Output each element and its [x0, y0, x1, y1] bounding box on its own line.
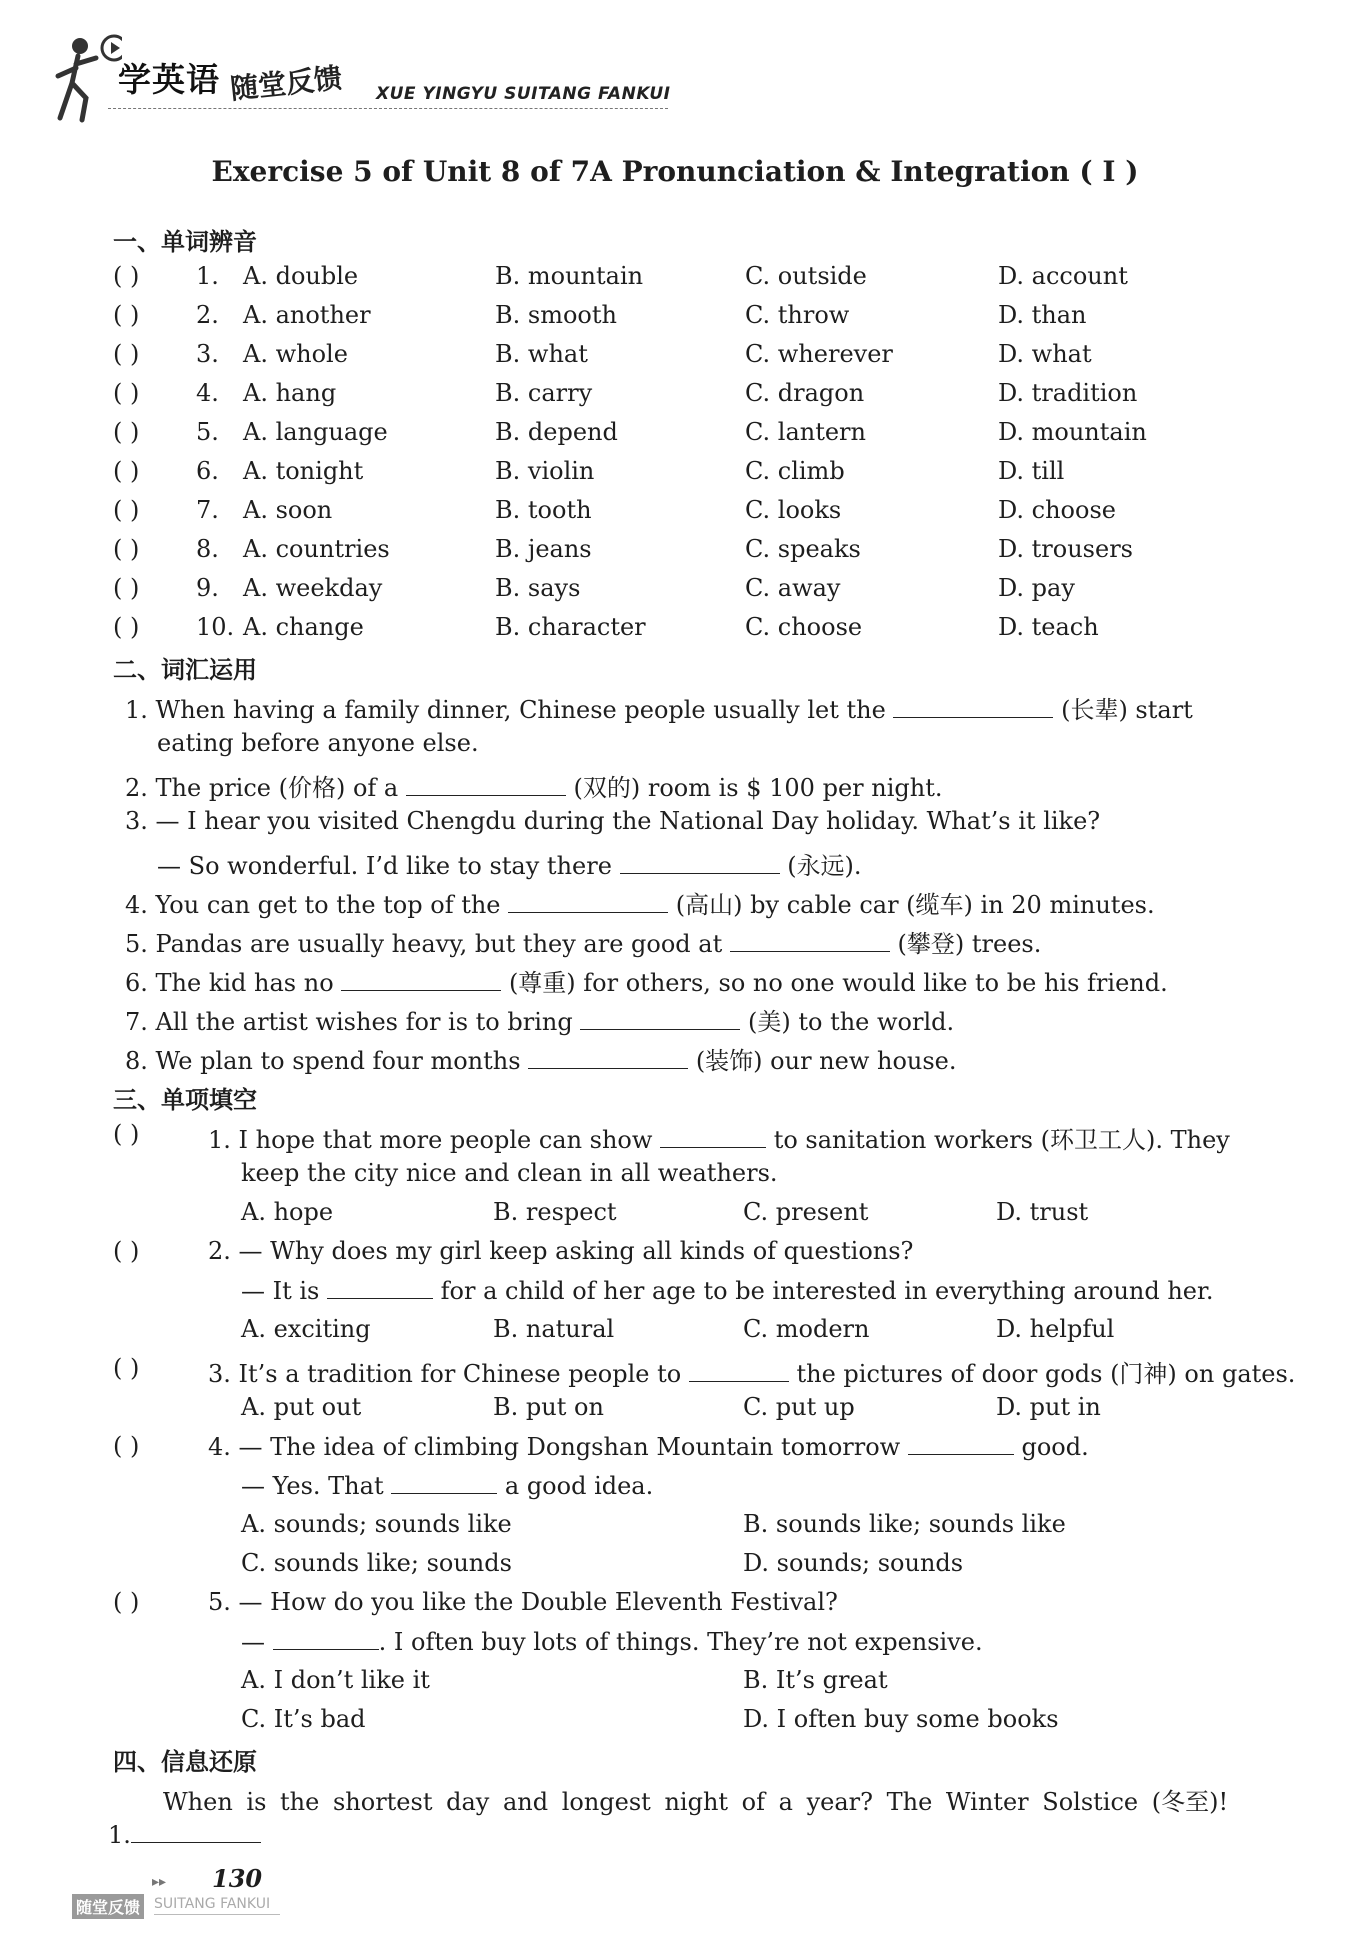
- mc-q3-option-b[interactable]: B. put on: [493, 1393, 604, 1421]
- section-heading-multiple-choice: 三、单项填空: [113, 1086, 257, 1114]
- item-number: 4.: [196, 379, 219, 407]
- mc-q3: 3. It’s a tradition for Chinese people to the pictures of door gods (门神) on gates.: [208, 1360, 1296, 1388]
- answer-blank[interactable]: [689, 1359, 789, 1382]
- option-d[interactable]: D. trousers: [998, 535, 1133, 563]
- mc-q4-option-c[interactable]: C. sounds like; sounds: [241, 1549, 512, 1577]
- vocab-q8: 8. We plan to spend four months (装饰) our new house.: [125, 1047, 957, 1075]
- mc-q2-option-c[interactable]: C. modern: [743, 1315, 870, 1343]
- mc-q5-cont: — . I often buy lots of things. They’re not expensive.: [241, 1628, 983, 1656]
- item-number: 9.: [196, 574, 219, 602]
- mc-q4: 4. — The idea of climbing Dongshan Mountain tomorrow good.: [208, 1433, 1089, 1461]
- info-q1: 1.: [108, 1820, 261, 1849]
- option-d[interactable]: D. what: [998, 340, 1092, 368]
- mc-q2-option-d[interactable]: D. helpful: [996, 1315, 1115, 1343]
- option-b[interactable]: B. character: [495, 613, 646, 641]
- option-a[interactable]: A. countries: [243, 535, 390, 563]
- vocab-q6: 6. The kid has no (尊重) for others, so no one would like to be his friend.: [125, 969, 1168, 997]
- option-a[interactable]: A. double: [243, 262, 359, 290]
- vocab-q1-cont: eating before anyone else.: [157, 729, 479, 757]
- mc-q4-cont: — Yes. That a good idea.: [241, 1472, 654, 1500]
- mc-q3-option-d[interactable]: D. put in: [996, 1393, 1101, 1421]
- logo-pinyin: XUE YINGYU SUITANG FANKUI: [376, 84, 671, 104]
- mc-q1-option-d[interactable]: D. trust: [996, 1198, 1089, 1226]
- item-number: 2.: [196, 301, 219, 329]
- section-heading-vocabulary: 二、词汇运用: [113, 656, 257, 684]
- mc-q4-option-a[interactable]: A. sounds; sounds like: [241, 1510, 512, 1538]
- answer-blank[interactable]: [730, 929, 890, 952]
- mc-q1-option-a[interactable]: A. hope: [241, 1198, 334, 1226]
- option-b[interactable]: B. tooth: [495, 496, 592, 524]
- answer-blank[interactable]: [508, 890, 668, 913]
- page-title: Exercise 5 of Unit 8 of 7A Pronunciation & Integration ( Ⅰ ): [211, 155, 1139, 188]
- footer-label: 随堂反馈: [72, 1894, 144, 1919]
- option-c[interactable]: C. throw: [745, 301, 850, 329]
- footer-pinyin: SUITANG FANKUI: [154, 1896, 271, 1912]
- option-a[interactable]: A. soon: [243, 496, 333, 524]
- option-a[interactable]: A. language: [243, 418, 388, 446]
- mc-q5: 5. — How do you like the Double Eleventh Festival?: [208, 1588, 838, 1616]
- information-passage: When is the shortest day and longest night of a year? The Winter Solstice (冬至)!: [163, 1788, 1229, 1816]
- option-c[interactable]: C. away: [745, 574, 841, 602]
- option-d[interactable]: D. account: [998, 262, 1128, 290]
- logo-chinese-sub: 随堂反馈: [228, 61, 344, 106]
- runner-icon: [52, 28, 122, 128]
- option-c[interactable]: C. looks: [745, 496, 842, 524]
- answer-blank[interactable]: [406, 773, 566, 796]
- option-b[interactable]: B. what: [495, 340, 588, 368]
- answer-blank[interactable]: [528, 1046, 688, 1069]
- vocab-q1: 1. When having a family dinner, Chinese people usually let the (长辈) start: [125, 696, 1193, 724]
- answer-blank[interactable]: [327, 1276, 433, 1299]
- mc-q2: 2. — Why does my girl keep asking all kinds of questions?: [208, 1237, 914, 1265]
- mc-answer-paren[interactable]: ( ): [113, 1237, 140, 1265]
- answer-paren[interactable]: ( ): [113, 262, 140, 290]
- answer-paren[interactable]: ( ): [113, 457, 140, 485]
- mc-q1-option-c[interactable]: C. present: [743, 1198, 869, 1226]
- option-d[interactable]: D. mountain: [998, 418, 1147, 446]
- option-c[interactable]: C. climb: [745, 457, 845, 485]
- pronunciation-item: [0, 496, 1350, 528]
- mc-answer-paren[interactable]: ( ): [113, 1354, 140, 1382]
- answer-blank[interactable]: [908, 1432, 1014, 1455]
- option-b[interactable]: B. depend: [495, 418, 618, 446]
- pronunciation-item: [0, 574, 1350, 606]
- pronunciation-item: [0, 379, 1350, 411]
- mc-q3-option-c[interactable]: C. put up: [743, 1393, 855, 1421]
- mc-q4-option-d[interactable]: D. sounds; sounds: [743, 1549, 964, 1577]
- mc-q5-option-a[interactable]: A. I don’t like it: [241, 1666, 430, 1694]
- pronunciation-item: [0, 418, 1350, 450]
- logo-chinese: 学英语: [118, 60, 220, 99]
- option-c[interactable]: C. wherever: [745, 340, 893, 368]
- option-d[interactable]: D. till: [998, 457, 1065, 485]
- mc-answer-paren[interactable]: ( ): [113, 1120, 140, 1148]
- mc-q2-option-b[interactable]: B. natural: [493, 1315, 615, 1343]
- mc-q5-option-b[interactable]: B. It’s great: [743, 1666, 888, 1694]
- item-number: 3.: [196, 340, 219, 368]
- answer-paren[interactable]: ( ): [113, 613, 140, 641]
- option-c[interactable]: C. dragon: [745, 379, 865, 407]
- option-a[interactable]: A. change: [243, 613, 364, 641]
- option-b[interactable]: B. violin: [495, 457, 595, 485]
- pronunciation-item: [0, 340, 1350, 372]
- option-b[interactable]: B. jeans: [495, 535, 592, 563]
- option-a[interactable]: A. weekday: [243, 574, 383, 602]
- mc-q3-option-a[interactable]: A. put out: [241, 1393, 362, 1421]
- mc-q1-option-b[interactable]: B. respect: [493, 1198, 617, 1226]
- mc-q1-cont: keep the city nice and clean in all weathers.: [241, 1159, 778, 1187]
- option-a[interactable]: A. another: [243, 301, 371, 329]
- answer-blank[interactable]: [341, 968, 501, 991]
- mc-q5-option-d[interactable]: D. I often buy some books: [743, 1705, 1059, 1733]
- vocab-q4: 4. You can get to the top of the (高山) by cable car (缆车) in 20 minutes.: [125, 891, 1155, 919]
- option-a[interactable]: A. whole: [243, 340, 348, 368]
- mc-q2-cont: — It is for a child of her age to be interested in everything around her.: [241, 1277, 1214, 1305]
- answer-paren[interactable]: ( ): [113, 379, 140, 407]
- item-number: 6.: [196, 457, 219, 485]
- option-c[interactable]: C. outside: [745, 262, 867, 290]
- answer-blank[interactable]: [131, 1820, 261, 1843]
- section-heading-pronunciation: 一、单词辨音: [113, 228, 257, 256]
- vocab-q3: 3. — I hear you visited Chengdu during the National Day holiday. What’s it like?: [125, 807, 1101, 835]
- mc-q4-option-b[interactable]: B. sounds like; sounds like: [743, 1510, 1066, 1538]
- option-c[interactable]: C. choose: [745, 613, 863, 641]
- answer-blank[interactable]: [893, 695, 1053, 718]
- page-number: 130: [212, 1864, 263, 1893]
- mc-answer-paren[interactable]: ( ): [113, 1432, 140, 1460]
- option-c[interactable]: C. speaks: [745, 535, 861, 563]
- footer-divider: [154, 1914, 280, 1915]
- option-a[interactable]: A. tonight: [243, 457, 364, 485]
- answer-blank[interactable]: [273, 1627, 379, 1650]
- mc-q2-option-a[interactable]: A. exciting: [241, 1315, 371, 1343]
- answer-blank[interactable]: [391, 1471, 497, 1494]
- answer-paren[interactable]: ( ): [113, 574, 140, 602]
- vocab-q3-answer: — So wonderful. I’d like to stay there (永远).: [157, 852, 862, 880]
- option-a[interactable]: A. hang: [243, 379, 337, 407]
- answer-paren[interactable]: ( ): [113, 535, 140, 563]
- pronunciation-item: [0, 301, 1350, 333]
- answer-blank[interactable]: [620, 851, 780, 874]
- mc-answer-paren[interactable]: ( ): [113, 1588, 140, 1616]
- pronunciation-item: [0, 457, 1350, 489]
- mc-q1: 1. I hope that more people can show to sanitation workers (环卫工人). They: [208, 1126, 1230, 1154]
- section-heading-information: 四、信息还原: [113, 1748, 257, 1776]
- item-number: 10.: [196, 613, 235, 641]
- answer-paren[interactable]: ( ): [113, 301, 140, 329]
- answer-paren[interactable]: ( ): [113, 418, 140, 446]
- option-b[interactable]: B. carry: [495, 379, 593, 407]
- pronunciation-item: [0, 262, 1350, 294]
- option-d[interactable]: D. pay: [998, 574, 1075, 602]
- option-b[interactable]: B. says: [495, 574, 581, 602]
- answer-blank[interactable]: [660, 1125, 766, 1148]
- pronunciation-item: [0, 535, 1350, 567]
- answer-blank[interactable]: [580, 1007, 740, 1030]
- option-d[interactable]: D. tradition: [998, 379, 1138, 407]
- answer-paren[interactable]: ( ): [113, 340, 140, 368]
- mc-q5-option-c[interactable]: C. It’s bad: [241, 1705, 366, 1733]
- header-logo: [52, 20, 672, 130]
- vocab-q7: 7. All the artist wishes for is to bring (美) to the world.: [125, 1008, 955, 1036]
- item-number: 8.: [196, 535, 219, 563]
- option-c[interactable]: C. lantern: [745, 418, 866, 446]
- arrow-icon: ▸▸: [152, 1874, 167, 1890]
- header-divider: [108, 108, 668, 109]
- option-d[interactable]: D. choose: [998, 496, 1116, 524]
- pronunciation-item: [0, 613, 1350, 645]
- vocab-q2: 2. The price (价格) of a (双的) room is $ 100 per night.: [125, 774, 943, 802]
- option-d[interactable]: D. than: [998, 301, 1087, 329]
- option-b[interactable]: B. smooth: [495, 301, 617, 329]
- vocab-q5: 5. Pandas are usually heavy, but they are good at (攀登) trees.: [125, 930, 1042, 958]
- item-number: 7.: [196, 496, 219, 524]
- item-number: 1.: [196, 262, 219, 290]
- option-b[interactable]: B. mountain: [495, 262, 644, 290]
- item-number: 5.: [196, 418, 219, 446]
- option-d[interactable]: D. teach: [998, 613, 1099, 641]
- answer-paren[interactable]: ( ): [113, 496, 140, 524]
